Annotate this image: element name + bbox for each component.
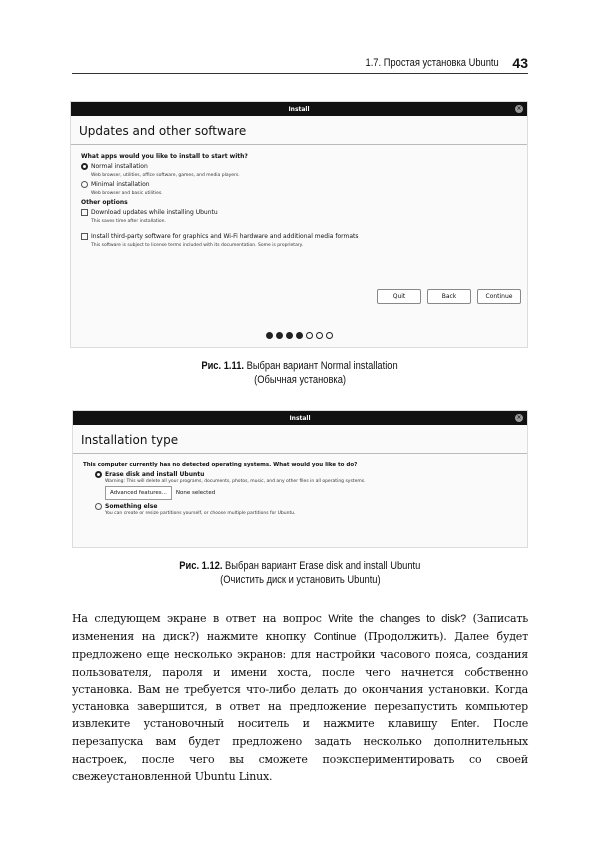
figure-installation-type-screenshot: [72, 410, 528, 548]
radio-selected-icon: [95, 471, 102, 478]
radio-minimal[interactable]: [81, 181, 517, 188]
quit-button[interactable]: Quit: [377, 289, 421, 304]
caption-text: Выбран вариант Normal installation: [247, 360, 399, 372]
checkbox-third-party[interactable]: [81, 233, 517, 240]
progress-dot-filled: [296, 332, 303, 339]
continue-button[interactable]: Continue: [477, 289, 521, 304]
progress-dot-empty: [326, 332, 333, 339]
checkbox-download-updates[interactable]: [81, 209, 517, 216]
checkbox-label: Install third-party software for graphics and Wi-Fi hardware and additional media formats: [91, 233, 359, 240]
back-button[interactable]: Back: [427, 289, 471, 304]
progress-dot-empty: [316, 332, 323, 339]
radio-selected-icon: [81, 163, 88, 170]
page-heading: Updates and other software: [71, 116, 527, 145]
checkbox-desc: This software is subject to license terms included with its documentation. Some is proprietary.: [91, 243, 304, 248]
caption-number: Рис. 1.12.: [179, 560, 223, 572]
option-desc: Web browser and basic utilities.: [91, 191, 163, 196]
radio-icon: [95, 503, 102, 510]
figure-updates-screenshot: [70, 101, 528, 348]
radio-something-else[interactable]: [95, 503, 517, 510]
close-icon[interactable]: ×: [516, 105, 522, 112]
caption-translation: (Обычная установка): [254, 374, 346, 386]
warning-text: Warning: This will delete all your programs, documents, photos, music, and any other files in all operating systems.: [105, 479, 366, 484]
caption-text: Выбран вариант Erase disk and install Ubuntu: [225, 560, 421, 572]
section-title: 1.7. Простая установка Ubuntu: [365, 56, 499, 69]
title-bar: [73, 411, 527, 425]
ui-term: Enter: [450, 718, 477, 731]
window-title: Install: [289, 414, 311, 422]
text-run: (Продолжить). Далее будет предложено еще несколько экранов: для настройки часового пояса, создания пользователя, пароля и имени хоста, после чего начнется собственно установка. Вам не требуется что-либо делать до окончания установки. Когда установка завершится, в ответ на предложение перезапустить компьютер извлеките установочный носитель и нажмите клавишу: [72, 630, 528, 731]
figure-caption-1: [0, 359, 600, 387]
option-desc: Web browser, utilities, office software, games, and media players.: [91, 173, 240, 178]
progress-dot-filled: [286, 332, 293, 339]
caption-number: Рис. 1.11.: [201, 360, 245, 372]
option-label: Normal installation: [91, 163, 148, 170]
ui-term: Continue: [313, 631, 357, 644]
option-desc: You can create or resize partitions yourself, or choose multiple partitions for Ubuntu.: [105, 511, 296, 516]
body-paragraph: [72, 610, 528, 785]
checkbox-label: Download updates while installing Ubuntu: [91, 209, 218, 216]
radio-icon: [81, 181, 88, 188]
ui-term: Write the changes to disk?: [328, 613, 466, 625]
radio-erase-disk[interactable]: [95, 471, 517, 478]
progress-dot-filled: [276, 332, 283, 339]
checkbox-desc: This saves time after installation.: [91, 219, 166, 224]
progress-dot-filled: [266, 332, 273, 339]
option-label: Erase disk and install Ubuntu: [105, 471, 205, 478]
text-run: (Записать изменения на диск?) нажмите кнопку: [72, 612, 528, 644]
checkbox-icon: [81, 209, 88, 216]
question: This computer currently has no detected operating systems. What would you like to do?: [83, 462, 358, 468]
close-icon[interactable]: ×: [516, 414, 522, 421]
running-header: [72, 52, 528, 74]
window-title: Install: [288, 105, 310, 113]
radio-normal[interactable]: [81, 163, 517, 170]
question: What apps would you like to install to start with?: [81, 153, 248, 160]
caption-translation: (Очистить диск и установить Ubuntu): [219, 574, 381, 586]
progress-dot-empty: [306, 332, 313, 339]
page-heading: Installation type: [73, 425, 527, 454]
advanced-features-button[interactable]: Advanced features...: [105, 486, 172, 500]
title-bar: [71, 102, 527, 116]
checkbox-icon: [81, 233, 88, 240]
text-run: . После перезапуска вам будет предложено задать несколько дополнительных настроек, после чего вы сможете поэкспериментировать со своей свежеустановленной Ubuntu Linux.: [72, 717, 529, 783]
text-run: На следующем экране в ответ на вопрос: [72, 612, 329, 625]
advanced-value: None selected: [175, 490, 216, 496]
page-number: 43: [512, 54, 528, 71]
other-options-heading: Other options: [81, 199, 128, 206]
progress-dots: [71, 332, 527, 339]
option-label: Minimal installation: [91, 181, 150, 188]
figure-caption-2: [0, 559, 600, 587]
option-label: Something else: [105, 503, 158, 510]
